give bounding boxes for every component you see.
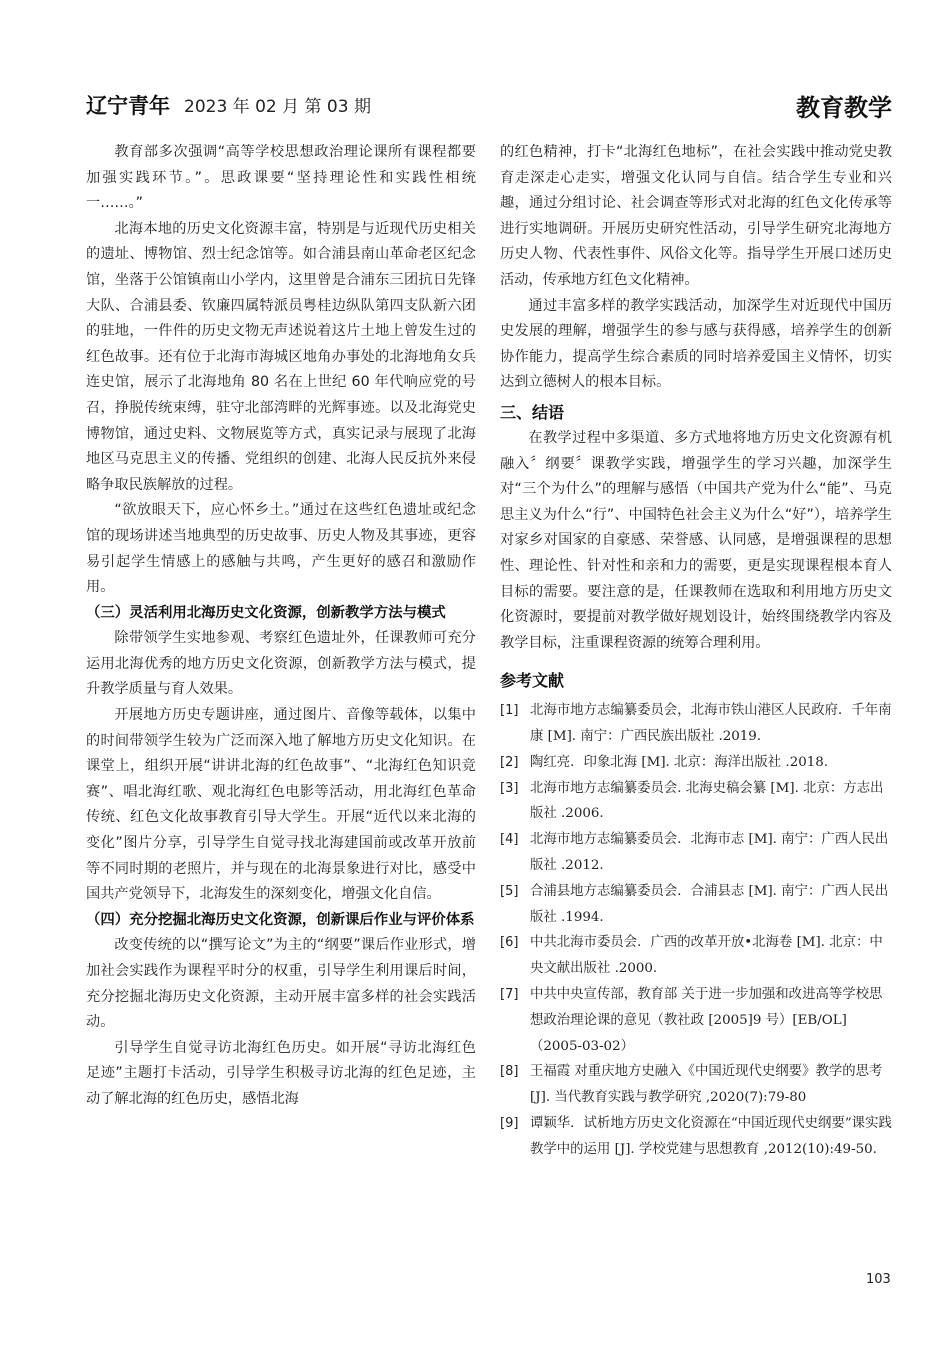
issue-info: 2023 年 02 月 第 03 期 <box>184 97 371 117</box>
references-heading: 参考文献 <box>500 671 565 691</box>
reference-text: 合浦县地方志编纂委员会．合浦县志 [M]. 南宁：广西人民出版社 .1994. <box>530 883 889 925</box>
reference-number: [6] <box>500 935 519 951</box>
reference-item <box>500 982 892 1059</box>
subsection-heading: （四）充分挖掘北海历史文化资源，创新课后作业与评价体系 <box>86 911 475 928</box>
reference-number: [4] <box>500 832 519 848</box>
page-number: 103 <box>866 1272 891 1287</box>
reference-item <box>500 827 892 879</box>
paragraph: 除带领学生实地参观、考察红色遗址外，任课教师可充分运用北海优秀的地方历史文化资源，创新教学方法与模式，提升教学质量与育人效果。 <box>86 630 476 698</box>
reference-item <box>500 930 892 982</box>
paragraph: 在教学过程中多渠道、多方式地将地方历史文化资源有机融入〞纲要〞课教学实践，增强学生的学习兴趣，加深学生对“三个为什么”的理解与感悟（中国共产党为什么“能”、马克思主义为什么“行”、中国特色社会主义为什么“好”），培养学生对家乡对国家的自豪感、荣誉感、认同感，是增强课程的思想性、理论性、针对性和亲和力的需要，更是实现课程根本育人目标的需要。要注意的是，任课教师在选取和利用地方历史文化资源时，要提前对教学做好规划设计，始终围绕教学内容及教学目标，注重课程资源的统筹合理利用。 <box>500 429 892 651</box>
left-column <box>86 140 476 1113</box>
reference-number: [7] <box>500 987 519 1003</box>
reference-text: 北海市地方志编纂委员会，北海市铁山港区人民政府．千年南康 [M]. 南宁：广西民族出版社 .2019. <box>530 703 892 745</box>
reference-number: [1] <box>500 703 519 719</box>
reference-number: [5] <box>500 883 519 899</box>
section-title: 教育教学 <box>796 94 892 122</box>
reference-text: 中共中央宣传部，教育部 关于进一步加强和改进高等学校思想政治理论课的意见（教社政 [2005]9 号）[EB/OL]（2005-03-02） <box>530 987 883 1054</box>
reference-text: 王福霞 对重庆地方史融入《中国近现代史纲要》教学的思考 [J]. 当代教育实践与教学研究 ,2020(7):79-80 <box>530 1064 883 1106</box>
reference-item <box>500 776 892 828</box>
reference-text: 北海市地方志编纂委员会．北海市志 [M]. 南宁：广西人民出版社 .2012. <box>530 832 889 874</box>
reference-item <box>500 1111 892 1163</box>
reference-item <box>500 879 892 931</box>
paragraph: 的红色精神，打卡“北海红色地标”，在社会实践中推动党史教育走深走心走实，增强文化认同与自信。结合学生专业和兴趣，通过分组讨论、社会调查等形式对北海的红色文化传承等进行实地调研。开展历史研究性活动，引导学生研究北海地方历史人物、代表性事件、风俗文化等。指导学生开展口述历史活动，传承地方红色文化精神。 <box>500 144 892 288</box>
reference-number: [9] <box>500 1116 519 1132</box>
reference-text: 陶红亮．印象北海 [M]. 北京：海洋出版社 .2018. <box>530 754 829 770</box>
journal-name: 辽宁青年 <box>86 94 170 118</box>
paragraph: 北海本地的历史文化资源丰富，特别是与近现代历史相关的遗址、博物馆、烈士纪念馆等。如合浦县南山革命老区纪念馆，坐落于公馆镇南山小学内，这里曾是合浦东三团抗日先锋大队、合浦县委、钦廉四属特派员粤桂边纵队第四支队新六团的驻地，一件件的历史文物无声述说着这片土地上曾发生过的红色故事。还有位于北海市海城区地角办事处的北海地角女兵连史馆，展示了北海地角 80 名在上世纪 60 年代响应党的号召，挣脱传统束缚，驻守北部湾畔的光辉事迹。以及北海党史博物馆，通过史料、文物展览等方式，真实记录与展现了北海地区马克思主义的传播、党组织的创建、北海人民反抗外来侵略争取民族解放的过程。 <box>86 220 476 493</box>
reference-item <box>500 698 892 750</box>
paragraph: 开展地方历史专题讲座，通过图片、音像等载体，以集中的时间带领学生较为广泛而深入地了解地方历史文化知识。在课堂上，组织开展“讲讲北海的红色故事”、“北海红色知识竞赛”、唱北海红歌、观北海红色电影等活动，用北海红色革命传统、红色文化故事教育引导大学生。开展“近代以来北海的变化”图片分享，引导学生自觉寻找北海建国前或改革开放前等不同时期的老照片，并与现在的北海景象进行对比，感受中国共产党领导下，北海发生的深刻变化，增强文化自信。 <box>86 707 476 903</box>
reference-text: 北海市地方志编纂委员会. 北海史稿会纂 [M]. 北京：方志出版社 .2006. <box>530 780 884 822</box>
paragraph: 通过丰富多样的教学实践活动，加深学生对近现代中国历史发展的理解，增强学生的参与感与获得感，培养学生的创新协作能力，提高学生综合素质的同时培养爱国主义情怀，切实达到立德树人的根本目标。 <box>500 297 892 391</box>
reference-number: [3] <box>500 780 519 796</box>
reference-text: 中共北海市委员会．广西的改革开放•北海卷 [M]. 北京：中央文献出版社 .2000. <box>530 935 883 977</box>
reference-text: 谭颖华．试析地方历史文化资源在“中国近现代史纲要”课实践教学中的运用 [J]. 学校党建与思想教育 ,2012(10):49-50. <box>530 1116 892 1157</box>
paragraph: 引导学生自觉寻访北海红色历史。如开展“寻访北海红色足迹”主题打卡活动，引导学生积极寻访北海的红色足迹，主动了解北海的红色历史，感悟北海 <box>86 1039 476 1107</box>
paragraph: “欲放眼天下，应心怀乡土。”通过在这些红色遗址或纪念馆的现场讲述当地典型的历史故事、历史人物及其事迹，更容易引起学生情感上的感触与共鸣，产生更好的感召和激励作用。 <box>86 502 476 596</box>
reference-list <box>500 698 892 1162</box>
section-heading: 三、结语 <box>500 402 565 422</box>
page-header <box>86 90 892 124</box>
paragraph: 教育部多次强调“高等学校思想政治理论课所有课程都要加强实践环节。”。思政课要“坚持理论性和实践性相统一……。” <box>86 144 476 212</box>
reference-item <box>500 1059 892 1111</box>
right-column <box>500 140 892 1163</box>
reference-number: [2] <box>500 754 519 770</box>
reference-number: [8] <box>500 1064 519 1080</box>
subsection-heading: （三）灵活利用北海历史文化资源，创新教学方法与模式 <box>86 604 446 621</box>
reference-item <box>500 750 892 776</box>
paragraph: 改变传统的以“撰写论文”为主的“纲要”课后作业形式，增加社会实践作为课程平时分的权重，引导学生利用课后时间，充分挖掘北海历史文化资源，主动开展丰富多样的社会实践活动。 <box>86 937 476 1031</box>
